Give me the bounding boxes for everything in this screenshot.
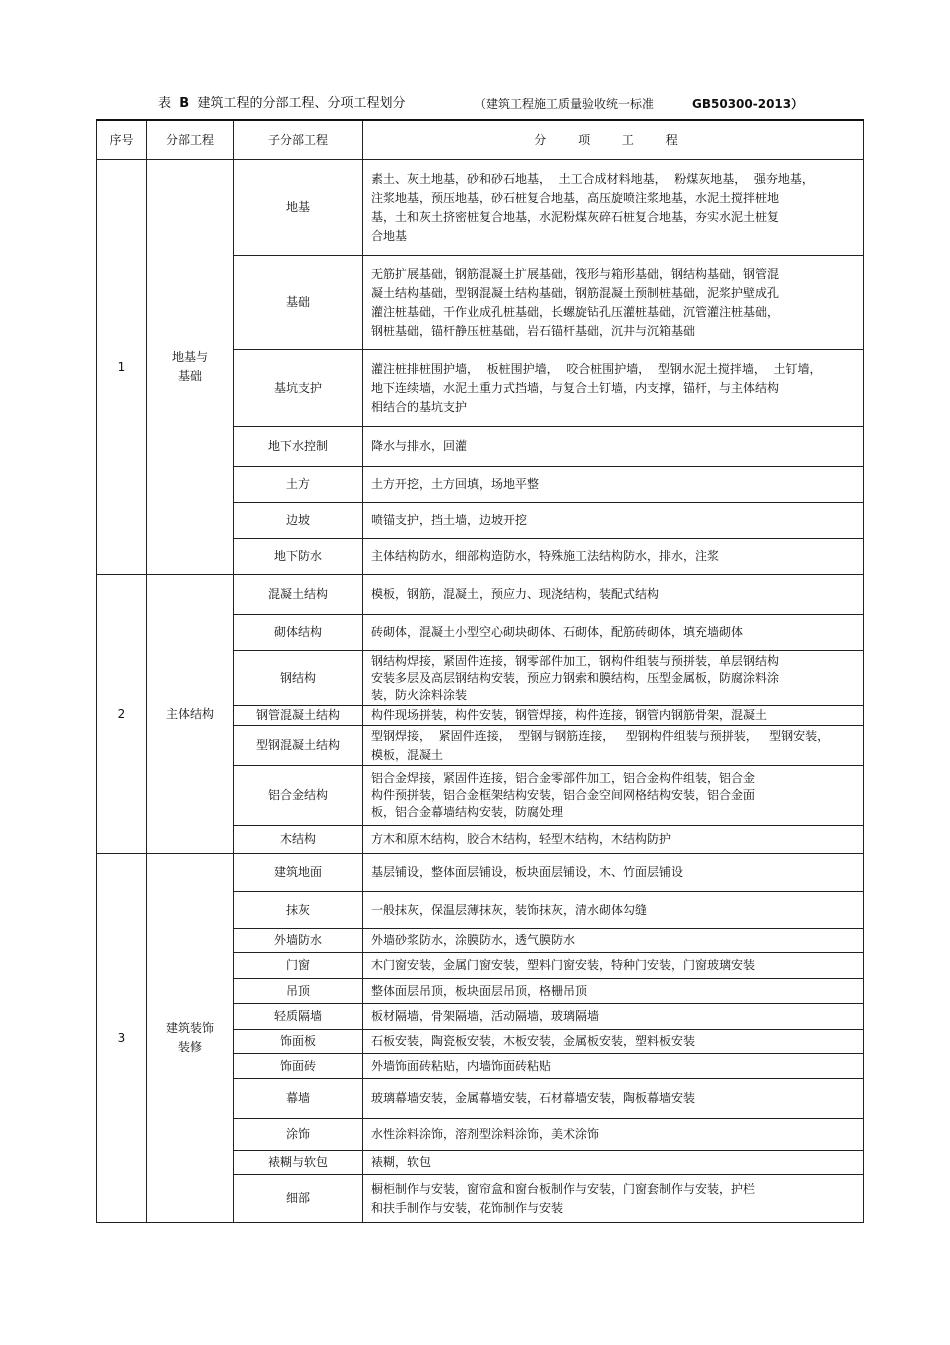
item-line: 构件现场拼装，构件安装，钢管焊接，构件连接，钢管内钢筋骨架，混凝土	[371, 708, 768, 722]
item-line: 钢结构焊接，紧固件连接，钢零部件加工，钢构件组装与预拼装，单层钢结构	[371, 653, 780, 668]
table-row	[97, 854, 864, 892]
item-line: 玻璃幕墙安装，金属幕墙安装，石材幕墙安装，陶板幕墙安装	[371, 1091, 696, 1105]
item-line: 外墙砂浆防水，涂膜防水，透气膜防水	[371, 933, 576, 947]
item-list	[363, 953, 864, 979]
subdivision-name: 幕墙	[234, 1079, 363, 1119]
subdivision-name: 铝合金结构	[234, 766, 363, 826]
item-list	[363, 651, 864, 706]
item-line: 石板安装，陶瓷板安装，木板安装，金属板安装，塑料板安装	[371, 1034, 696, 1048]
item-list	[363, 1030, 864, 1054]
subdivision-name: 基础	[234, 256, 363, 350]
subdivision-name: 门窗	[234, 953, 363, 979]
subdivision-name: 饰面砖	[234, 1054, 363, 1079]
subdivision-name: 细部	[234, 1175, 363, 1223]
item-list	[363, 427, 864, 467]
subdivision-name: 建筑地面	[234, 854, 363, 892]
title-letter: B	[179, 96, 190, 111]
subdivision-name: 裱糊与软包	[234, 1151, 363, 1175]
table-row	[97, 575, 864, 615]
item-line: 模板，钢筋，混凝土，预应力、现浇结构，装配式结构	[371, 587, 660, 601]
item-list	[363, 160, 864, 256]
row-number: 1	[97, 160, 147, 575]
item-line: 无筋扩展基础，钢筋混凝土扩展基础，筏形与箱形基础，钢结构基础，钢管混	[371, 266, 780, 281]
item-list	[363, 467, 864, 503]
item-line: 基，土和灰土挤密桩复合地基，水泥粉煤灰碎石桩复合地基，夯实水泥土桩复	[371, 209, 780, 224]
table-body	[97, 160, 864, 1223]
item-list	[363, 1054, 864, 1079]
table-title-main	[158, 94, 405, 114]
subdivision-name: 地下防水	[234, 539, 363, 575]
item-line: 喷锚支护，挡土墙，边坡开挖	[371, 513, 528, 527]
item-line: 一般抹灰，保温层薄抹灰，装饰抹灰，清水砌体勾缝	[371, 902, 648, 917]
item-line: 木门窗安装，金属门窗安装，塑料门窗安装，特种门安装，门窗玻璃安装	[371, 958, 756, 972]
subdivision-name: 土方	[234, 467, 363, 503]
row-number: 3	[97, 854, 147, 1223]
item-list	[363, 1004, 864, 1030]
item-line: 合地基	[371, 228, 408, 243]
item-line: 外墙饰面砖粘贴，内墙饰面砖粘贴	[371, 1058, 552, 1073]
item-line: 铝合金焊接，紧固件连接，铝合金零部件加工，铝合金构件组装，铝合金	[371, 771, 756, 785]
header-items: 分 项 工 程	[363, 120, 864, 160]
item-list	[363, 1079, 864, 1119]
item-line: 钢桩基础，锚杆静压桩基础，岩石锚杆基础，沉井与沉箱基础	[371, 323, 696, 338]
item-line: 凝土结构基础，型钢混凝土结构基础，钢筋混凝土预制桩基础，泥浆护壁成孔	[371, 285, 780, 300]
item-line: 装，防火涂料涂装	[371, 687, 468, 702]
item-list	[363, 826, 864, 854]
subdivision-name: 钢管混凝土结构	[234, 706, 363, 726]
subdivision-name: 抹灰	[234, 892, 363, 929]
subdivision-name: 型钢混凝土结构	[234, 726, 363, 766]
title-code: GB50300-2013）	[692, 97, 804, 111]
subdivision-name: 外墙防水	[234, 929, 363, 953]
item-line: 降水与排水，回灌	[371, 439, 468, 453]
item-line: 板，铝合金幕墙结构安装，防腐处理	[371, 805, 564, 819]
item-line: 灌注桩排桩围护墙， 板桩围护墙， 咬合桩围护墙， 型钢水泥土搅拌墙， 土钉墙，	[371, 361, 822, 376]
item-line: 构件预拼装，铝合金框架结构安装，铝合金空间网格结构安装，铝合金面	[371, 788, 756, 802]
subdivision-name: 基坑支护	[234, 350, 363, 427]
header-division: 分部工程	[147, 120, 234, 160]
item-list	[363, 1175, 864, 1223]
subdivision-name: 轻质隔墙	[234, 1004, 363, 1030]
header-subdivision: 子分部工程	[234, 120, 363, 160]
item-line: 裱糊，软包	[371, 1155, 432, 1169]
division-name	[147, 575, 234, 854]
division-name	[147, 160, 234, 575]
item-line: 安装多层及高层钢结构安装，预应力钢索和膜结构，压型金属板，防腐涂料涂	[371, 670, 780, 685]
item-list	[363, 1119, 864, 1151]
table-row	[97, 160, 864, 256]
item-line: 注浆地基，预压地基，砂石桩复合地基，高压旋喷注浆地基，水泥土搅拌桩地	[371, 190, 780, 205]
subdivision-name: 吊顶	[234, 979, 363, 1004]
subdivision-name: 边坡	[234, 503, 363, 539]
item-line: 主体结构防水，细部构造防水，特殊施工法结构防水，排水，注浆	[371, 549, 720, 563]
item-list	[363, 575, 864, 615]
item-list	[363, 929, 864, 953]
item-line: 模板，混凝土	[371, 747, 444, 762]
subdivision-name: 地基	[234, 160, 363, 256]
item-line: 方木和原木结构，胶合木结构，轻型木结构，木结构防护	[371, 832, 672, 846]
item-list	[363, 256, 864, 350]
item-list	[363, 503, 864, 539]
item-line: 基层铺设，整体面层铺设，板块面层铺设，木、竹面层铺设	[371, 865, 684, 879]
header-row	[97, 120, 864, 160]
item-list	[363, 979, 864, 1004]
row-number: 2	[97, 575, 147, 854]
item-line: 相结合的基坑支护	[371, 399, 468, 414]
title-prefix: 表	[158, 96, 172, 111]
item-line: 素土、灰土地基，砂和砂石地基， 土工合成材料地基， 粉煤灰地基， 强夯地基，	[371, 171, 814, 186]
item-line: 水性涂料涂饰，溶剂型涂料涂饰，美术涂饰	[371, 1127, 600, 1141]
table-title	[96, 94, 864, 114]
subdivision-name: 木结构	[234, 826, 363, 854]
division-name-line: 主体结构	[165, 706, 214, 721]
subdivision-name: 饰面板	[234, 1030, 363, 1054]
item-line: 整体面层吊顶，板块面层吊顶，格栅吊顶	[371, 983, 588, 998]
title-source: （建筑工程施工质量验收统一标准	[474, 97, 655, 111]
item-line: 砖砌体，混凝土小型空心砌块砌体、石砌体，配筋砖砌体，填充墙砌体	[371, 625, 744, 639]
subdivision-name: 地下水控制	[234, 427, 363, 467]
division-name-line: 装修	[177, 1040, 202, 1054]
item-line: 型钢焊接， 紧固件连接， 型钢与钢筋连接， 型钢构件组装与预拼装， 型钢安装，	[371, 728, 830, 743]
item-line: 板材隔墙，骨架隔墙，活动隔墙，玻璃隔墙	[371, 1009, 600, 1023]
item-line: 橱柜制作与安装，窗帘盒和窗台板制作与安装，门窗套制作与安装，护栏	[371, 1181, 756, 1196]
item-line: 灌注桩基础，干作业成孔桩基础，长螺旋钻孔压灌桩基础，沉管灌注桩基础，	[371, 304, 780, 319]
subdivision-name: 涂饰	[234, 1119, 363, 1151]
division-table	[96, 119, 864, 1223]
item-list	[363, 726, 864, 766]
item-list	[363, 766, 864, 826]
item-list	[363, 1151, 864, 1175]
item-line: 地下连续墙，水泥土重力式挡墙，与复合土钉墙，内支撑，锚杆，与主体结构	[371, 380, 780, 395]
subdivision-name: 混凝土结构	[234, 575, 363, 615]
item-list	[363, 350, 864, 427]
item-list	[363, 615, 864, 651]
title-name: 建筑工程的分部工程、分项工程划分	[197, 96, 406, 111]
item-list	[363, 892, 864, 929]
subdivision-name: 钢结构	[234, 651, 363, 706]
header-no: 序号	[97, 120, 147, 160]
division-name-line: 地基与	[171, 350, 208, 364]
division-name-line: 建筑装饰	[165, 1021, 214, 1035]
subdivision-name: 砌体结构	[234, 615, 363, 651]
item-list	[363, 854, 864, 892]
item-line: 和扶手制作与安装，花饰制作与安装	[371, 1200, 564, 1215]
item-list	[363, 539, 864, 575]
division-name-line: 基础	[177, 369, 202, 383]
item-line: 土方开挖，土方回填，场地平整	[371, 477, 540, 491]
item-list	[363, 706, 864, 726]
division-name	[147, 854, 234, 1223]
